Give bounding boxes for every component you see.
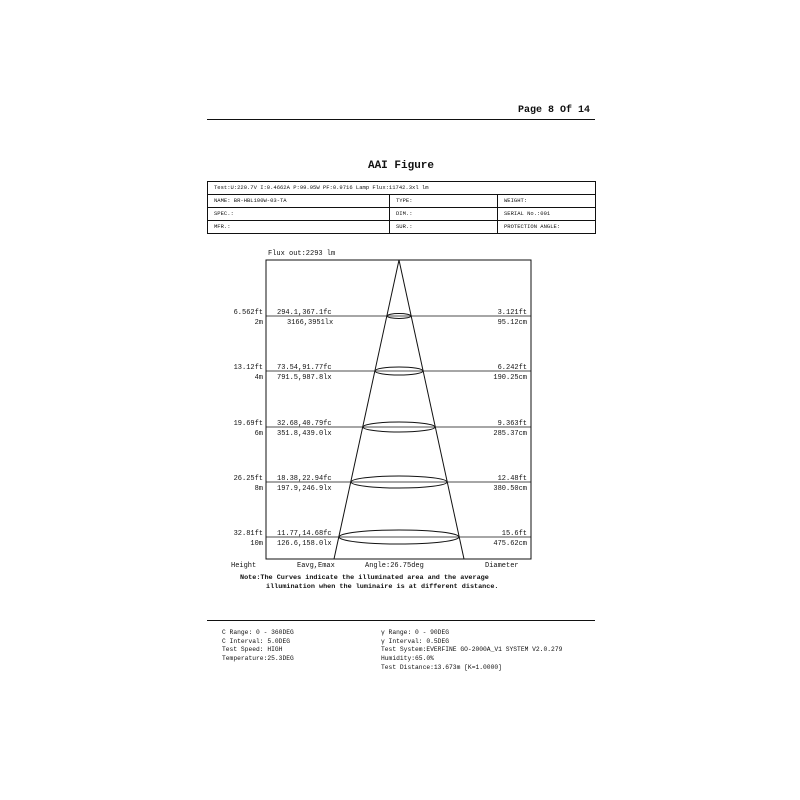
illuminance-lx-label: 791.5,987.8lx — [277, 374, 332, 382]
gamma-range: γ Range: 0 - 90DEG — [381, 629, 450, 636]
diameter-cm-label: 190.25cm — [493, 374, 527, 382]
eavg-axis-label: Eavg,Emax — [297, 562, 335, 570]
test-line: Test:U:220.7V I:0.4662A P:99.95W PF:0.9716 Lamp Flux:11742.3xl lm — [208, 182, 596, 195]
illuminance-lx-label: 351.8,439.0lx — [277, 430, 332, 438]
sur-cell: SUR.: — [390, 221, 498, 234]
footer-rule — [207, 620, 595, 621]
weight-cell: WEIGHT: — [498, 195, 596, 208]
diameter-ft-label: 15.6ft — [501, 530, 527, 538]
test-params-right — [381, 629, 562, 673]
diameter-cm-label: 285.37cm — [493, 430, 527, 438]
diameter-ft-label: 9.363ft — [497, 420, 527, 428]
diameter-cm-label: 95.12cm — [497, 319, 527, 327]
beam-edge-right — [399, 260, 464, 559]
name-cell: NAME: BR-HBL100W-03-TA — [208, 195, 390, 208]
type-cell: TYPE: — [390, 195, 498, 208]
illuminance-fc-label: 11.77,14.68fc — [277, 530, 332, 538]
illuminance-fc-label: 32.68,40.79fc — [277, 420, 332, 428]
figure-title: AAI Figure — [367, 160, 434, 172]
illuminance-fc-label: 18.38,22.94fc — [277, 475, 332, 483]
gamma-interval: γ Interval: 0.5DEG — [381, 637, 450, 645]
height-m-label: 6m — [254, 430, 263, 438]
figure-frame — [266, 260, 531, 559]
height-m-label: 10m — [250, 540, 263, 548]
c-interval: C Interval: 5.0DEG — [222, 637, 291, 645]
test-distance: Test Distance:13.673m [K=1.0000] — [381, 663, 502, 671]
height-ft-label: 13.12ft — [233, 364, 263, 372]
height-m-label: 2m — [254, 319, 263, 327]
note-line: illumination when the luminaire is at different distance. — [266, 583, 499, 591]
serial-cell: SERIAL No.:001 — [498, 208, 596, 221]
beam-edge-left — [334, 260, 399, 559]
protection-angle-cell: PROTECTION ANGLE: — [498, 221, 596, 234]
height-m-label: 4m — [254, 374, 263, 382]
note-text — [240, 574, 580, 592]
beam-angle-label: Angle:26.75deg — [365, 562, 424, 570]
height-m-label: 8m — [254, 485, 263, 493]
diameter-axis-label: Diameter — [485, 562, 519, 570]
illuminance-lx-label: 3166,3951lx — [287, 319, 334, 327]
illuminance-lx-label: 126.6,158.0lx — [277, 540, 332, 548]
diameter-ft-label: 6.242ft — [497, 364, 527, 372]
illuminance-fc-label: 294.1,367.1fc — [277, 309, 332, 317]
diameter-cm-label: 475.62cm — [493, 540, 527, 548]
diameter-cm-label: 380.50cm — [493, 485, 527, 493]
temperature: Temperature:25.3DEG — [222, 655, 294, 663]
note-line: Note:The Curves indicate the illuminated area and the average — [240, 574, 489, 582]
humidity: Humidity:65.0% — [381, 655, 434, 663]
c-range: C Range: 0 - 360DEG — [222, 629, 294, 636]
height-ft-label: 19.69ft — [233, 420, 263, 428]
diameter-ft-label: 12.48ft — [497, 475, 527, 483]
page-number: Page 8 Of 14 — [517, 105, 590, 116]
diameter-ft-label: 3.121ft — [497, 309, 527, 317]
mfr-cell: MFR.: — [208, 221, 390, 234]
test-params-left — [222, 629, 294, 664]
illuminance-fc-label: 73.54,91.77fc — [277, 364, 332, 372]
illuminance-lx-label: 197.9,246.9lx — [277, 485, 332, 493]
height-axis-label: Height — [231, 562, 257, 570]
test-system: Test System:EVERFINE GO-2000A_V1 SYSTEM V2.0.279 — [381, 646, 563, 654]
test-speed: Test Speed: HIGH — [222, 646, 283, 654]
flux-out-label: Flux out:2293 lm — [268, 250, 336, 258]
dim-cell: DIM.: — [390, 208, 498, 221]
spec-cell: SPEC.: — [208, 208, 390, 221]
height-ft-label: 6.562ft — [233, 309, 263, 317]
height-ft-label: 32.81ft — [233, 530, 263, 538]
height-ft-label: 26.25ft — [233, 475, 263, 483]
